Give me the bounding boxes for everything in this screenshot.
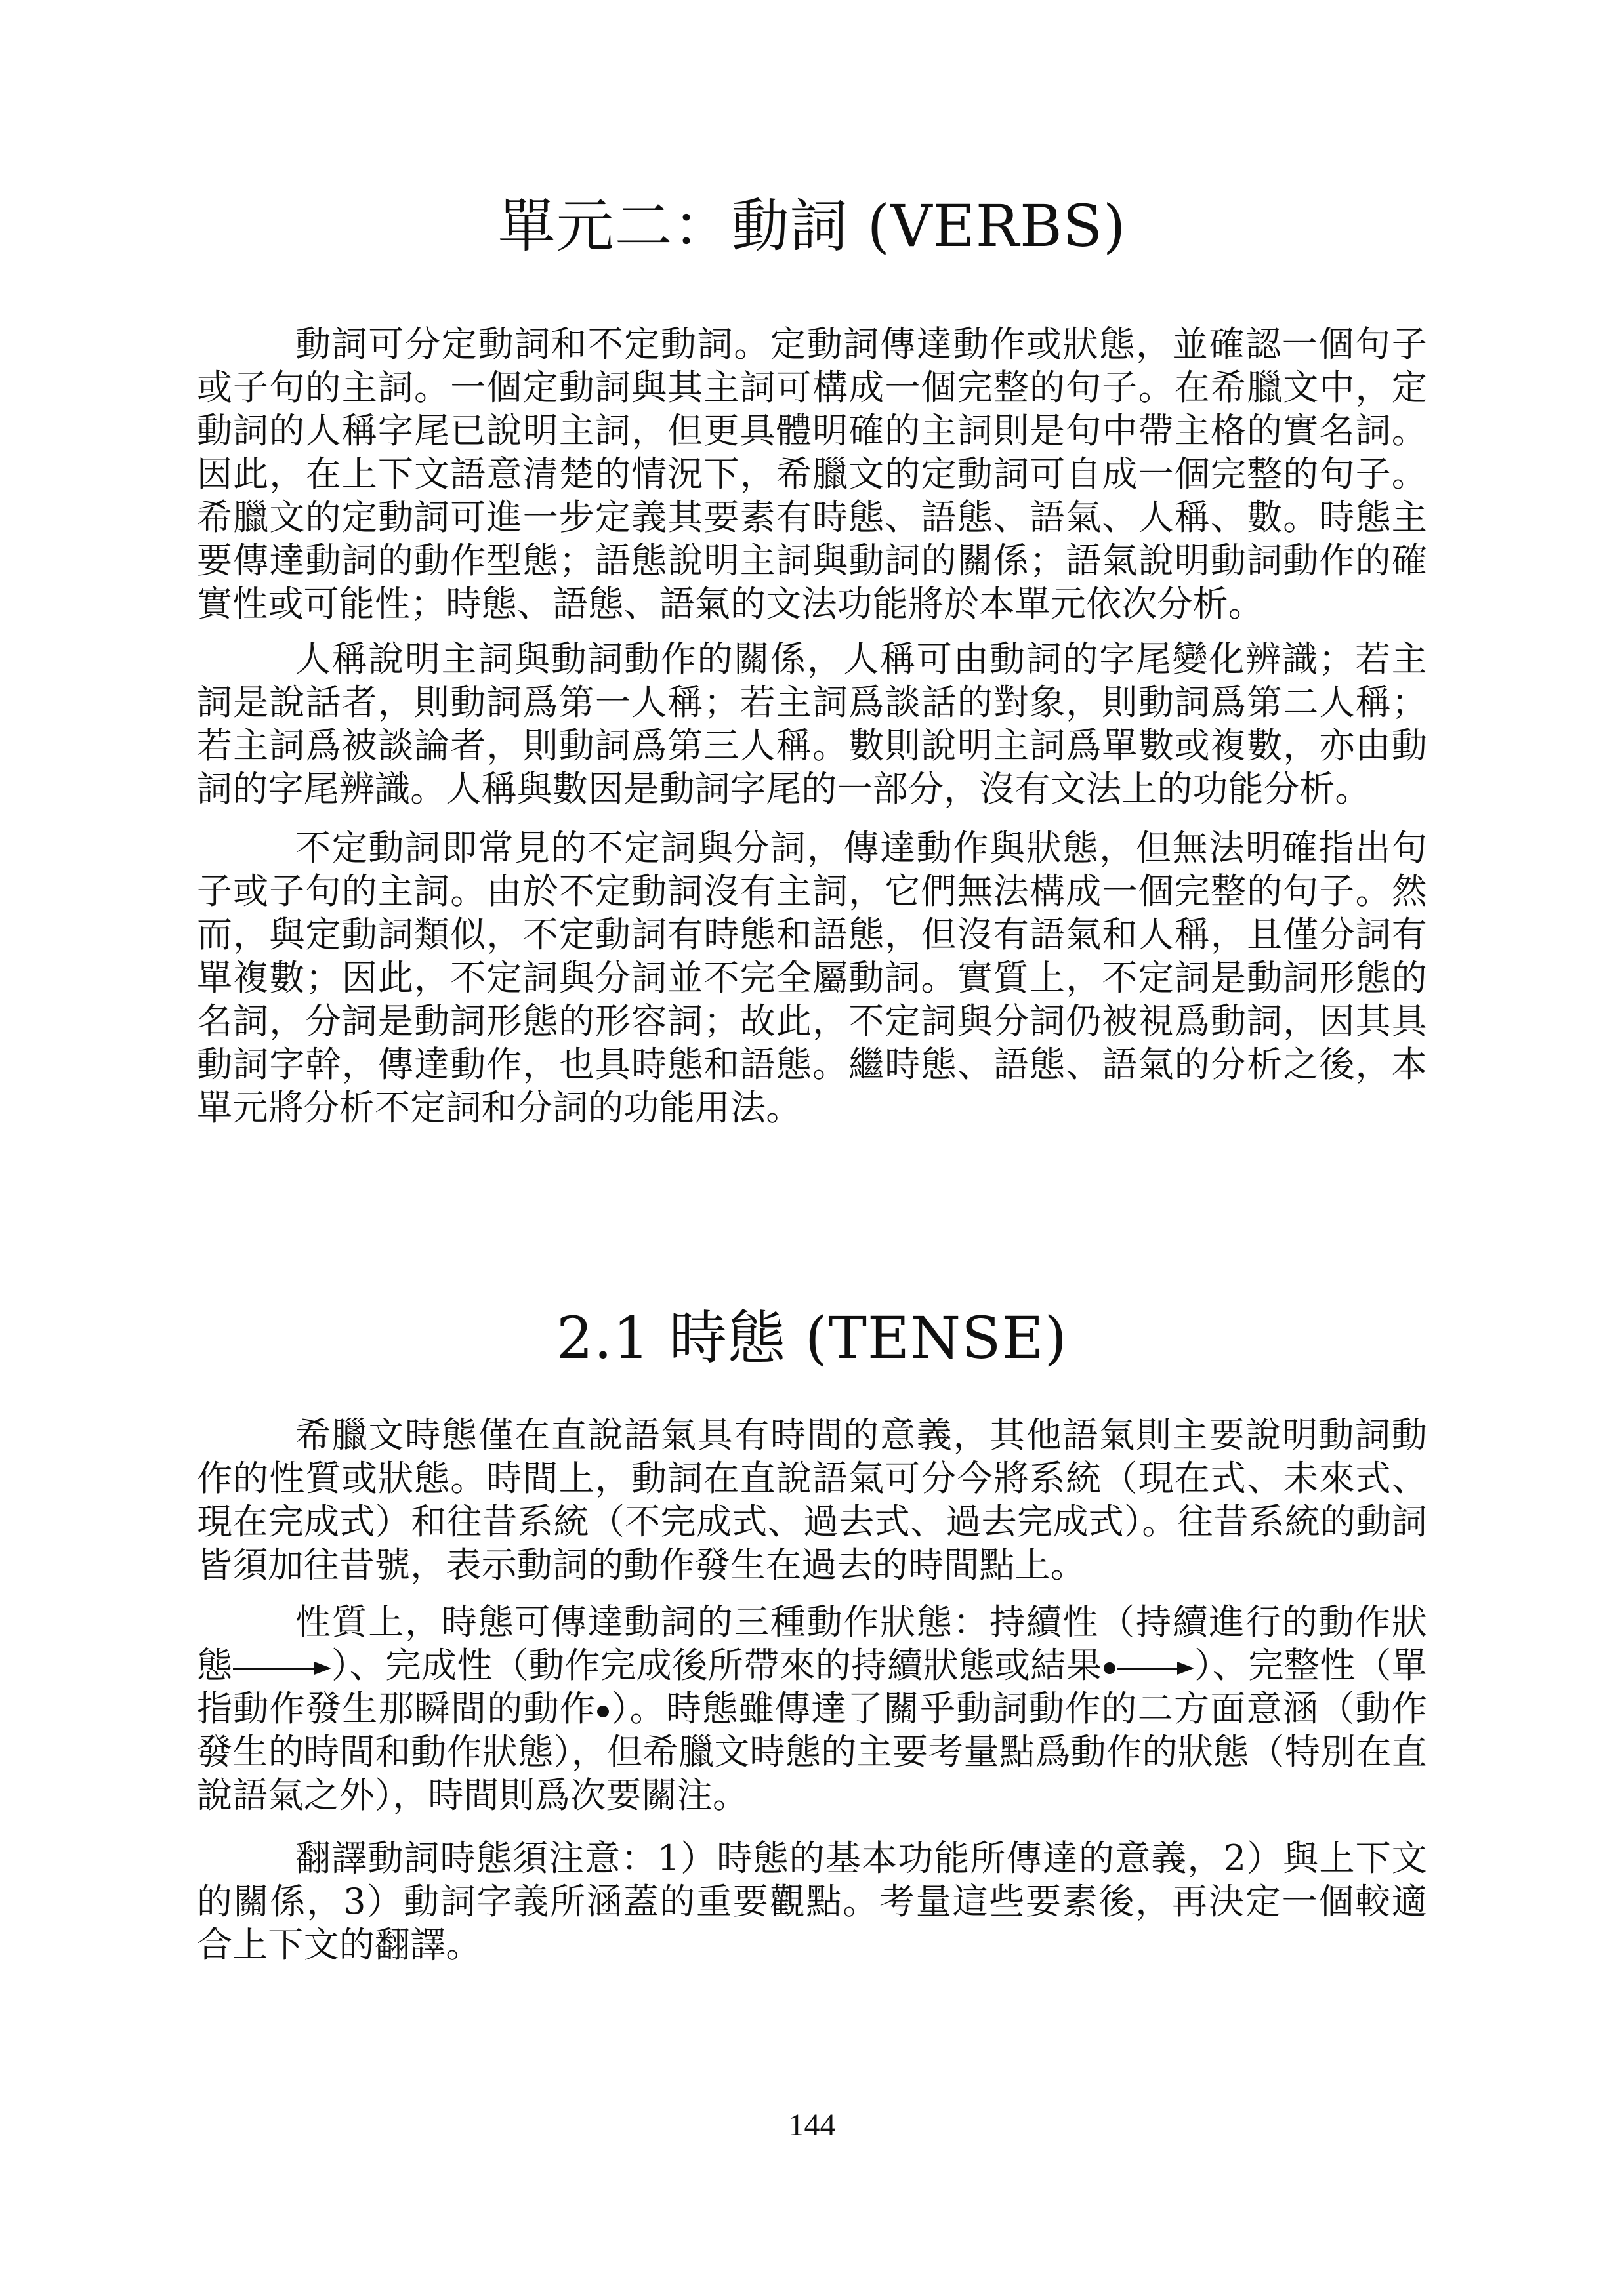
point-dot-icon	[1104, 1662, 1115, 1674]
tense-paragraph-2-part-d: ）。時態雖傳達了關乎動詞動作的二方面意涵（動作發生的時間和動作狀態），但希臘文時態的主要考量點爲動作的狀態（特別在直說語氣之外），時間則爲次要關注。	[197, 1688, 1427, 1816]
continuous-arrow-icon	[233, 1662, 331, 1675]
tense-paragraph-2-part-b: ）、完成性（動作完成後所帶來的持續狀態或結果	[331, 1645, 1102, 1686]
result-arrow-icon	[1117, 1662, 1194, 1675]
instant-dot-icon	[597, 1706, 609, 1717]
intro-paragraph-1: 動詞可分定動詞和不定動詞。定動詞傳達動作或狀態，並確認一個句子或子句的主詞。一個定動詞與其主詞可構成一個完整的句子。在希臘文中，定動詞的人稱字尾已說明主詞，但更具體明確的主詞則是句中帶主格的實名詞。因此，在上下文語意清楚的情況下，希臘文的定動詞可自成一個完整的句子。希臘文的定動詞可進一步定義其要素有時態、語態、語氣、人稱、數。時態主要傳達動詞的動作型態；語態說明主詞與動詞的關係；語氣說明動詞動作的確實性或可能性；時態、語態、語氣的文法功能將於本單元依次分析。	[197, 323, 1427, 625]
section-title: 2.1 時態 (TENSE)	[556, 1304, 1068, 1372]
page-number: 144	[788, 2108, 836, 2142]
tense-paragraph-3: 翻譯動詞時態須注意：1）時態的基本功能所傳達的意義，2）與上下文的關係，3）動詞字義所涵蓋的重要觀點。考量這些要素後，再決定一個較適合上下文的翻譯。	[197, 1837, 1427, 1965]
tense-paragraph-2-part-c: ）、完整性（單指動作發生那瞬間的動作	[197, 1645, 1427, 1729]
unit-title: 單元二：動詞 (VERBS)	[497, 192, 1127, 260]
intro-paragraph-2: 人稱說明主詞與動詞動作的關係，人稱可由動詞的字尾變化辨識；若主詞是說話者，則動詞爲第一人稱；若主詞爲談話的對象，則動詞爲第二人稱；若主詞爲被談論者，則動詞爲第三人稱。數則說明主詞爲單數或複數，亦由動詞的字尾辨識。人稱與數因是動詞字尾的一部分，沒有文法上的功能分析。	[197, 638, 1427, 810]
intro-paragraph-3: 不定動詞即常見的不定詞與分詞，傳達動作與狀態，但無法明確指出句子或子句的主詞。由於不定動詞沒有主詞，它們無法構成一個完整的句子。然而，與定動詞類似，不定動詞有時態和語態，但沒有語氣和人稱，且僅分詞有單複數；因此，不定詞與分詞並不完全屬動詞。實質上，不定詞是動詞形態的名詞，分詞是動詞形態的形容詞；故此，不定詞與分詞仍被視爲動詞，因其具動詞字幹，傳達動作，也具時態和語態。繼時態、語態、語氣的分析之後，本單元將分析不定詞和分詞的功能用法。	[197, 827, 1427, 1128]
tense-paragraph-1: 希臘文時態僅在直說語氣具有時間的意義，其他語氣則主要說明動詞動作的性質或狀態。時間上，動詞在直說語氣可分今將系統（現在式、未來式、現在完成式）和往昔系統（不完成式、過去式、過去完成式）。往昔系統的動詞皆須加往昔號，表示動詞的動作發生在過去的時間點上。	[197, 1414, 1427, 1586]
tense-paragraph-2	[197, 1601, 1427, 1817]
tense-paragraph-2-part-a: 性質上，時態可傳達動詞的三種動作狀態：持續性（持續進行的動作狀態	[197, 1601, 1427, 1686]
